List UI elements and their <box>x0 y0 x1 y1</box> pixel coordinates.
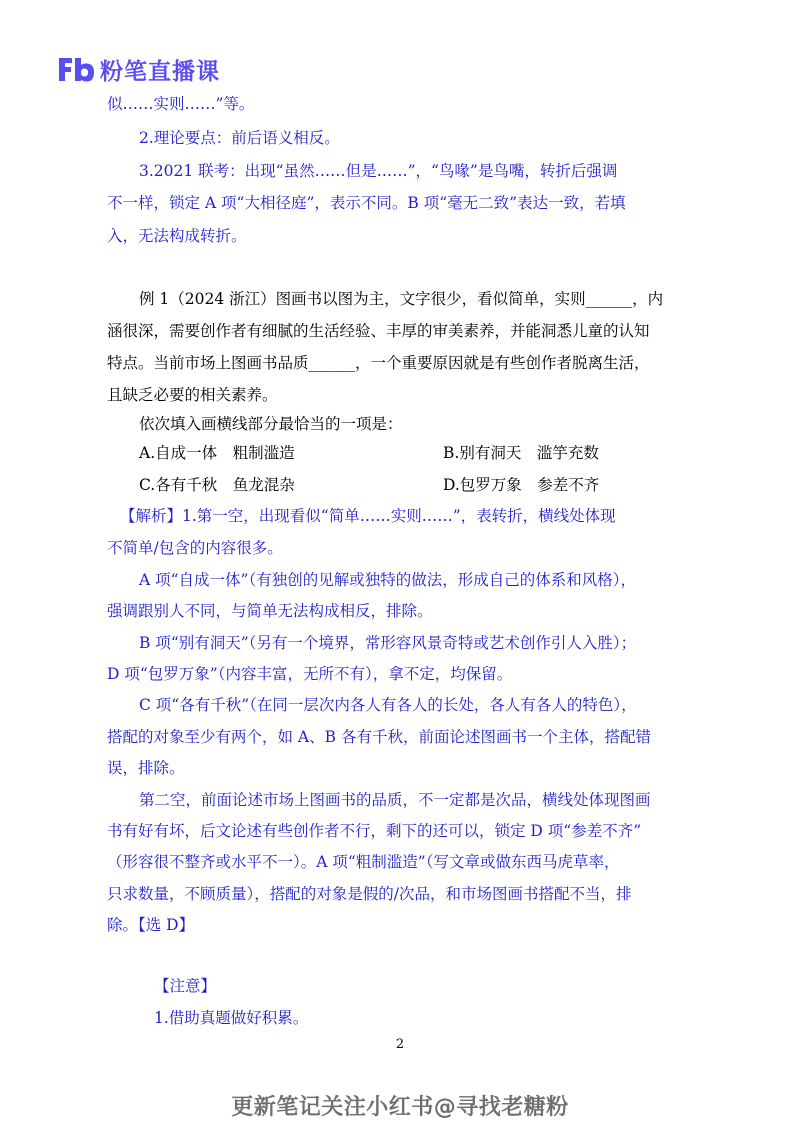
analysis-line: 只求数量，不顾质量），搭配的对象是假的/次品，和市场图画书搭配不当，排 <box>107 885 632 903</box>
option-a: A.自成一体 粗制滥造 <box>139 444 295 462</box>
analysis-line: 除。【选 D】 <box>107 916 195 934</box>
text-line: 3.2021 联考：出现“虽然……但是……”，“鸟喙”是鸟嘴，转折后强调 <box>139 162 618 180</box>
analysis-line: （形容很不整齐或水平不一）。A 项“粗制滥造”（写文章或做东西马虎草率， <box>107 853 620 871</box>
page-number: 2 <box>395 1037 405 1052</box>
analysis-line: D 项“包罗万象”（内容丰富，无所不有），拿不定，均保留。 <box>107 665 513 683</box>
analysis-line: 书有好有坏，后文论述有些创作者不行，剩下的还可以，锁定 D 项“参差不齐” <box>107 822 642 840</box>
note-heading: 【注意】 <box>154 977 217 995</box>
text-line: 似……实则……”等。 <box>107 95 255 113</box>
fenbi-fb-logo-icon <box>56 54 96 84</box>
analysis-line: B 项“别有洞天”（另有一个境界，常形容风景奇特或艺术创作引人入胜）； <box>139 634 637 652</box>
analysis-line: 【解析】1.第一空，出现看似“简单……实则……”，表转折，横线处体现 <box>120 507 616 525</box>
analysis-line: 第二空，前面论述市场上图画书的品质，不一定都是次品，横线处体现图画 <box>139 791 651 809</box>
note-item: 1.借助真题做好积累。 <box>154 1009 309 1027</box>
option-c: C.各有千秋 鱼龙混杂 <box>139 476 295 494</box>
question-stem-line: 特点。当前市场上图画书品质______，一个重要原因就是有些创作者脱离生活， <box>107 354 650 372</box>
option-b: B.别有洞天 滥竽充数 <box>443 444 599 462</box>
question-stem-line: 例 1（2024 浙江）图画书以图为主，文字很少，看似简单，实则______，内 <box>139 290 664 308</box>
text-line: 2.理论要点：前后语义相反。 <box>139 129 340 147</box>
analysis-line: 搭配的对象至少有两个，如 A、B 各有千秋，前面论述图画书一个主体，搭配错 <box>107 728 651 746</box>
analysis-line: A 项“自成一体”（有独创的见解或独特的做法，形成自己的体系和风格）， <box>139 571 636 589</box>
text-line: 不一样，锁定 A 项“大相径庭”，表示不同。B 项“毫无二致”表达一致，若填 <box>107 194 626 212</box>
brand-name: 粉笔直播课 <box>100 58 220 85</box>
analysis-line: 误，排除。 <box>107 759 185 777</box>
text-line: 入，无法构成转折。 <box>107 227 247 245</box>
analysis-line: 强调跟别人不同，与简单无法构成相反，排除。 <box>107 602 433 620</box>
question-stem-line: 且缺乏必要的相关素养。 <box>107 386 278 404</box>
question-stem-line: 涵很深，需要创作者有细腻的生活经验、丰厚的审美素养，并能洞悉儿童的认知 <box>107 322 650 340</box>
analysis-line: 不简单/包含的内容很多。 <box>107 539 283 557</box>
footer-watermark: 更新笔记关注小红书@寻找老糖粉 <box>231 1095 569 1120</box>
analysis-line: C 项“各有千秋”（在同一层次内各人有各人的长处，各人有各人的特色）， <box>139 696 637 714</box>
question-prompt: 依次填入画横线部分最恰当的一项是： <box>139 415 403 433</box>
brand-logo <box>56 52 220 86</box>
option-d: D.包罗万象 参差不齐 <box>443 476 600 494</box>
